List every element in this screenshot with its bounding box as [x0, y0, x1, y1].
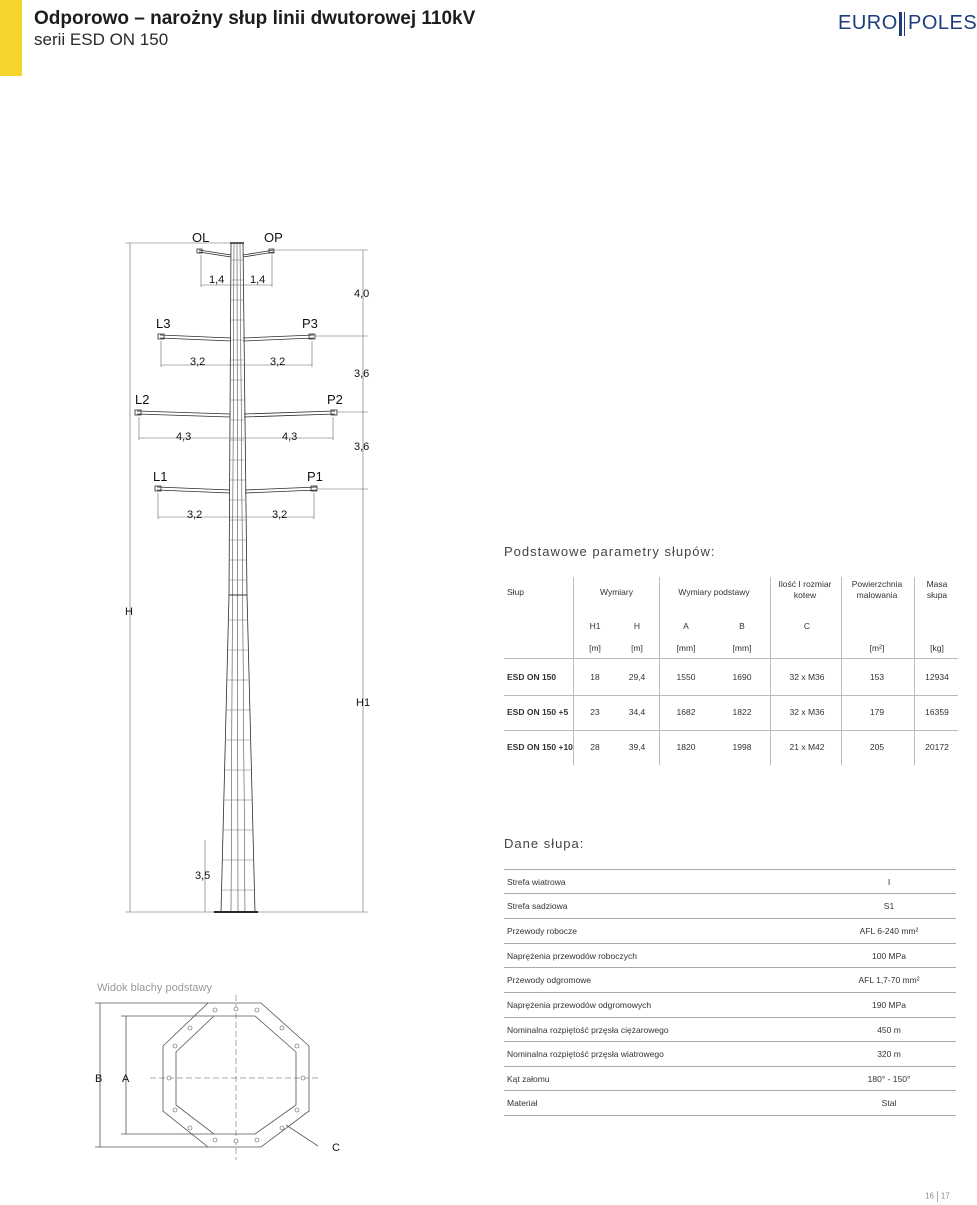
row1-a: 1550 — [676, 672, 696, 682]
crossarm-l2 — [137, 411, 230, 417]
unit-masa: [kg] — [930, 643, 944, 653]
row2-powierzchnia: 179 — [869, 707, 885, 717]
crossarm-l3 — [160, 335, 231, 341]
row3-a: 1820 — [676, 742, 696, 752]
label-h1: H1 — [356, 697, 371, 709]
label-c: C — [332, 1142, 340, 1154]
dim-v2: 3,6 — [354, 368, 370, 380]
list-item — [504, 967, 956, 992]
label-p1: P1 — [307, 469, 323, 484]
row2-h1: 23 — [590, 707, 600, 717]
crossarm-p3 — [243, 335, 314, 341]
list-item — [504, 1066, 956, 1091]
row3-powierzchnia: 205 — [869, 742, 885, 752]
crossarm-p1 — [245, 487, 317, 493]
dane-value: 180° - 150° — [867, 1074, 911, 1084]
page-subtitle: serii ESD ON 150 — [34, 30, 169, 49]
row2-b: 1822 — [732, 707, 752, 717]
dane-label: Naprężenia przewodów roboczych — [507, 951, 637, 961]
dane-label: Przewody odgromowe — [507, 975, 592, 985]
subheader-b: B — [739, 621, 745, 631]
dane-label: Strefa wiatrowa — [507, 877, 566, 887]
row2-a: 1682 — [676, 707, 696, 717]
subheader-h1: H1 — [589, 621, 601, 631]
list-item — [504, 893, 956, 918]
list-item — [504, 1017, 956, 1042]
unit-a: [mm] — [676, 643, 696, 653]
params-title: Podstawowe parametry słupów: — [504, 544, 716, 559]
header-kotwy: Ilość I rozmiar kotew — [778, 579, 832, 600]
list-item — [504, 943, 956, 968]
subheader-h: H — [633, 621, 641, 631]
dane-value: 100 MPa — [871, 951, 907, 961]
page-number-left: 16 — [925, 1191, 934, 1201]
unit-b: [mm] — [732, 643, 752, 653]
header-slup: Słup — [507, 587, 525, 597]
dane-value: Stal — [881, 1098, 897, 1108]
crossarm-p2 — [244, 411, 335, 417]
dim-base: 3,5 — [195, 870, 211, 882]
dane-label: Strefa sadziowa — [507, 901, 568, 911]
dim-l3-right: 3,2 — [270, 356, 286, 368]
label-l2: L2 — [135, 392, 150, 407]
dim-l1-right: 3,2 — [272, 509, 288, 521]
unit-h: [m] — [631, 643, 643, 653]
dane-label: Nominalna rozpiętość przęsła wiatrowego — [507, 1049, 664, 1059]
row2-slup: ESD ON 150 +5 — [507, 707, 569, 717]
row2-c: 32 x M36 — [789, 707, 825, 717]
row2-masa: 16359 — [925, 707, 949, 717]
row1-powierzchnia: 153 — [869, 672, 885, 682]
row1-c: 32 x M36 — [789, 672, 825, 682]
label-h: H — [125, 606, 133, 618]
row3-masa: 20172 — [925, 742, 949, 752]
row3-c: 21 x M42 — [789, 742, 825, 752]
row3-h1: 28 — [590, 742, 600, 752]
subheader-c: C — [803, 621, 811, 631]
dane-value: 190 MPa — [871, 1000, 907, 1010]
list-item — [504, 992, 956, 1017]
dane-label: Naprężenia przewodów odgromowych — [507, 1000, 652, 1010]
label-p3: P3 — [302, 316, 318, 331]
row2-h: 34,4 — [628, 707, 646, 717]
dim-top-right: 1,4 — [250, 274, 266, 286]
unit-powierzchnia: [m²] — [869, 643, 885, 653]
logo-text-left: EURO — [838, 12, 898, 34]
dane-value: AFL 1,7-70 mm² — [858, 975, 920, 985]
list-item — [504, 1090, 956, 1115]
row1-masa: 12934 — [925, 672, 949, 682]
row1-h1: 18 — [590, 672, 600, 682]
row1-h: 29,4 — [628, 672, 646, 682]
row3-b: 1998 — [732, 742, 752, 752]
row3-h: 39,4 — [628, 742, 646, 752]
label-b: B — [95, 1073, 103, 1085]
row3-slup: ESD ON 150 +10 — [507, 742, 573, 752]
header-masa: Masa słupa — [926, 579, 948, 600]
row1-b: 1690 — [732, 672, 752, 682]
label-l1: L1 — [153, 469, 168, 484]
unit-h1: [m] — [589, 643, 601, 653]
label-a: A — [122, 1073, 130, 1085]
dane-value: 450 m — [877, 1025, 901, 1035]
label-l3: L3 — [156, 316, 171, 331]
header-wymiary: Wymiary — [600, 587, 633, 597]
dim-l2-right: 4,3 — [282, 431, 298, 443]
dim-l3-left: 3,2 — [190, 356, 206, 368]
dane-title: Dane słupa: — [504, 836, 585, 851]
dane-label: Nominalna rozpiętość przęsła ciężarowego — [507, 1025, 669, 1035]
dim-v3: 3,6 — [354, 441, 370, 453]
dane-value: 320 m — [877, 1049, 901, 1059]
header-powierzchnia: Powierzchnia malowania — [851, 579, 903, 600]
page-number-right: 17 — [940, 1191, 950, 1201]
dane-value: I — [887, 877, 891, 887]
list-item — [504, 918, 956, 943]
page-numbers — [925, 1191, 950, 1202]
dane-label: Kąt załomu — [507, 1074, 550, 1084]
dane-label: Przewody robocze — [507, 926, 577, 936]
crossarm-ol — [199, 250, 231, 257]
dane-value: AFL 6-240 mm² — [859, 926, 919, 936]
dim-v1: 4,0 — [354, 288, 370, 300]
dane-label: Materiał — [507, 1098, 538, 1108]
dane-value: S1 — [883, 901, 895, 911]
row1-slup: ESD ON 150 — [507, 672, 557, 682]
dim-l2-left: 4,3 — [176, 431, 192, 443]
page-title: Odporowo – narożny słup linii dwutorowej 110kV — [34, 8, 476, 29]
list-item — [504, 869, 956, 894]
base-view-title: Widok blachy podstawy — [97, 982, 212, 994]
crossarm-l1 — [157, 487, 230, 493]
list-item — [504, 1041, 956, 1066]
label-ol: OL — [192, 230, 210, 245]
dim-l1-left: 3,2 — [187, 509, 203, 521]
label-p2: P2 — [327, 392, 343, 407]
upper-shaft — [229, 243, 247, 595]
subheader-a: A — [683, 621, 689, 631]
logo-text-right: POLES — [908, 12, 977, 34]
label-op: OP — [264, 230, 283, 245]
dim-top-left: 1,4 — [209, 274, 225, 286]
header-wymiary-podstawy: Wymiary podstawy — [678, 587, 750, 597]
